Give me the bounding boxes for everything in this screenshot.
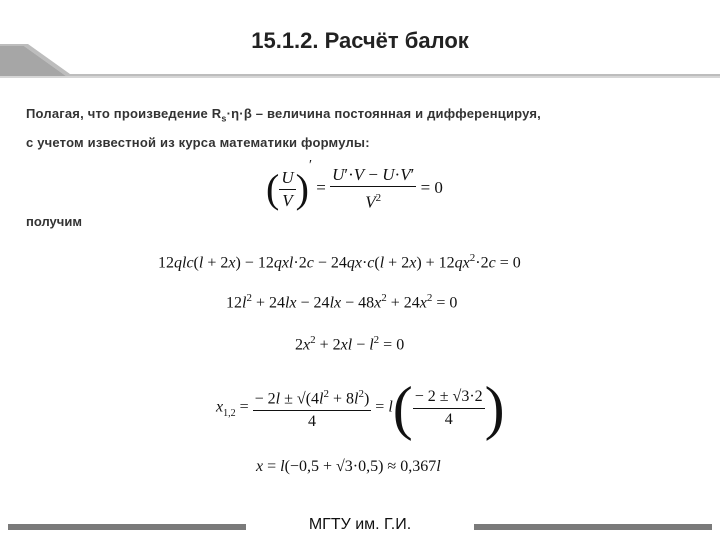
equation-2: $12l^2 + 24lx - 24lx - 48x^2 + 24x^2 = 0$ xyxy=(226,292,458,312)
intro-line2: с учетом известной из курса математики формулы: xyxy=(26,134,370,150)
received-label: получим xyxy=(26,214,82,229)
equation-roots: $x_{1,2}$ = $\frac{- 2l \pm √(4l^2 + 8l^2)}{4}$ = l( $\frac{- 2 \pm √3\cdot 2}{4}$ ) xyxy=(216,375,505,441)
intro-text xyxy=(26,102,696,155)
intro-line1-end: ·η·β – величина постоянная и дифференцируя, xyxy=(226,106,541,121)
equation-1: $12qlc(l + 2x) - 12qxl\cdot 2c - 24qx\cdot c(l + 2x) + 12qx^2\cdot 2c = 0$ xyxy=(158,252,521,272)
slide-title: 15.1.2. Расчёт балок xyxy=(251,28,469,53)
formula-quotient-rule: ( $\frac{U}{V}$ )′ = $\frac{U'\cdot V - U\cdot V'}{V^2}$ = 0 xyxy=(266,158,443,212)
footer-label: МГТУ им. Г.И. xyxy=(308,516,412,533)
intro-subscript: s xyxy=(221,113,227,124)
equation-3: $2x^2 + 2xl - l^2 = 0$ xyxy=(295,334,405,354)
equation-result: x = l(−0,5 + √3·0,5) ≈ 0,367l xyxy=(256,458,441,475)
intro-line1-start: Полагая, что произведение R xyxy=(26,106,222,121)
